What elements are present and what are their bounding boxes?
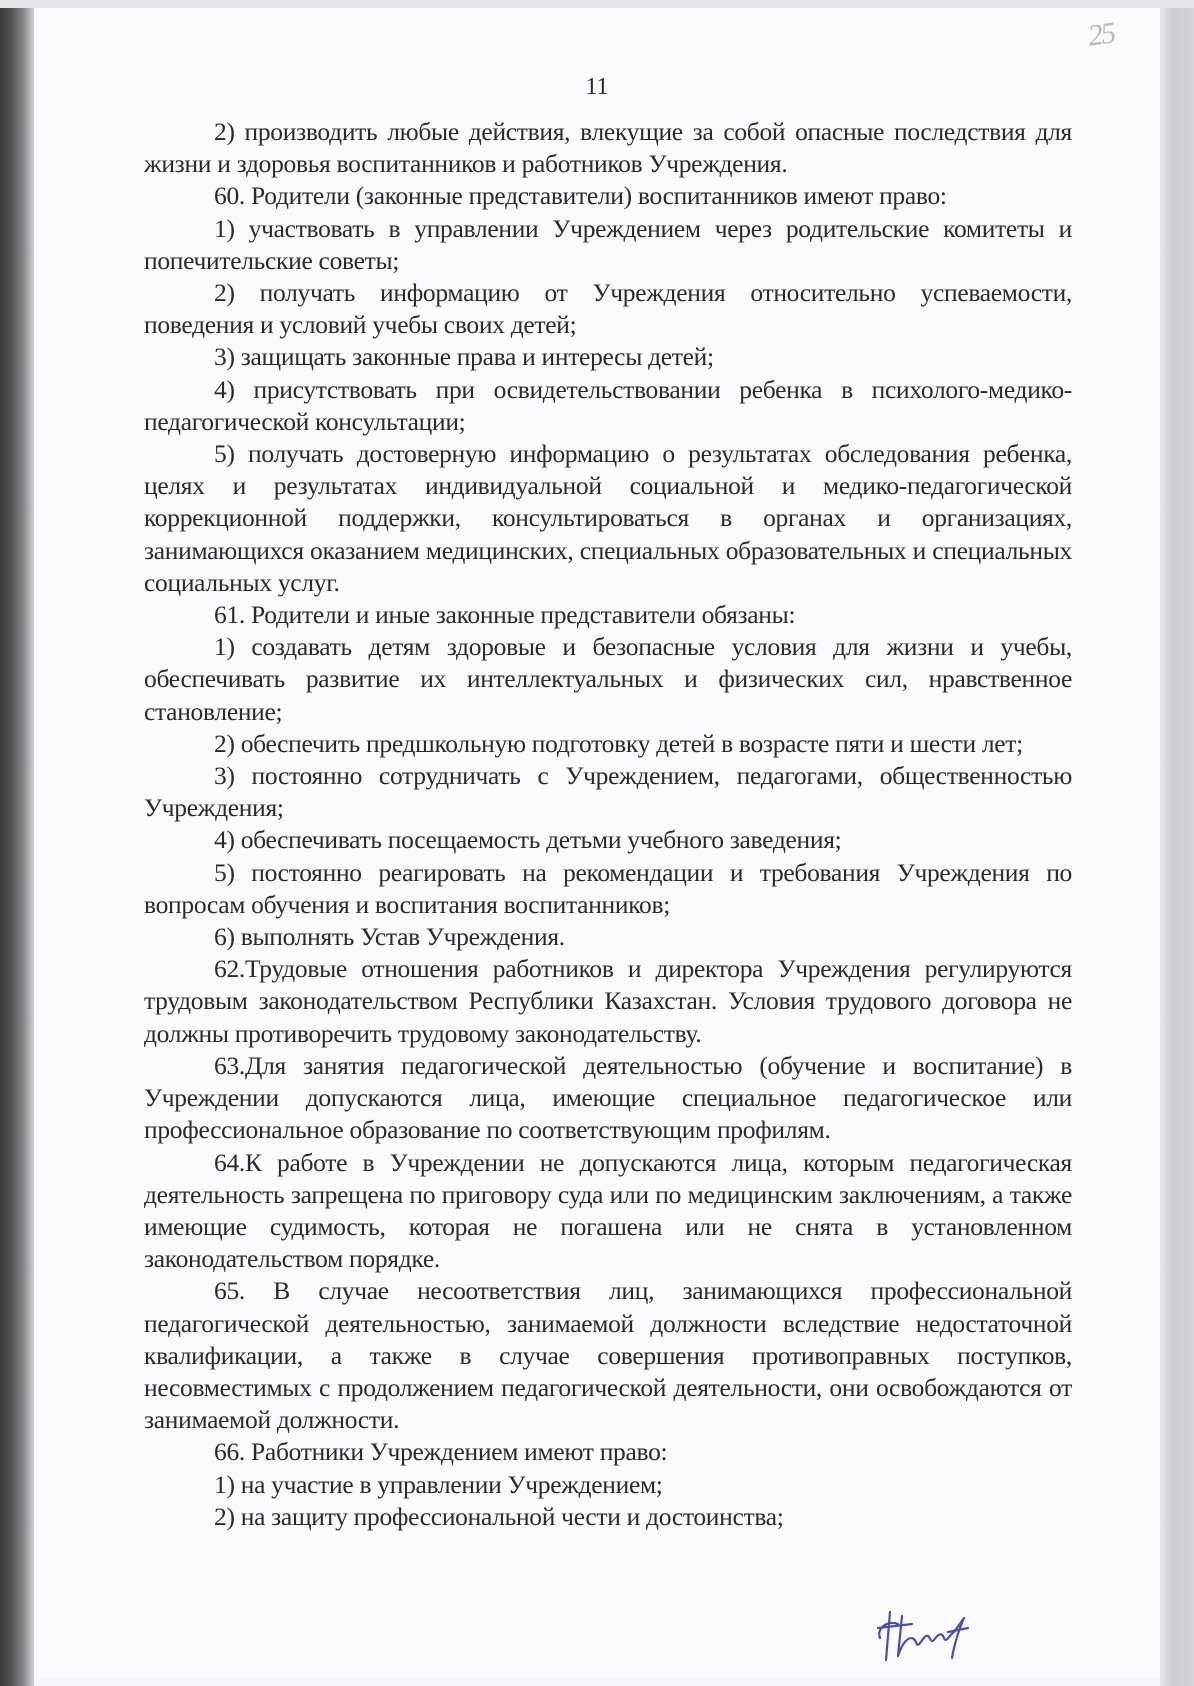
paragraph: 2) производить любые действия, влекущие за собой опасные последствия для жизни и здоровья воспитанников и работников Учреждения.: [144, 117, 1072, 179]
paragraph: 63.Для занятия педагогической деятельностью (обучение и воспитание) в Учреждении допускаются лица, имеющие специальное педагогическое или профессиональное образование по соответствующим профилям.: [144, 1050, 1072, 1145]
paragraph: 64.К работе в Учреждении не допускаются лица, которым педагогическая деятельность запрещена по приговору суда или по медицинским заключениям, а также имеющие судимость, которая не погашена или не снята в установленном законодательством порядке.: [144, 1147, 1072, 1274]
paragraph: 1) создавать детям здоровые и безопасные условия для жизни и учебы, обеспечивать развитие их интеллектуальных и физических сил, нравственное становление;: [144, 632, 1072, 726]
paragraph: 66. Работники Учреждением имеют право:: [214, 1437, 668, 1467]
paragraph: 60. Родители (законные представители) воспитанников имеют право:: [214, 181, 947, 211]
signature-icon: [868, 1598, 998, 1668]
scan-right-edge: [1160, 8, 1194, 1686]
paragraph: 65. В случае несоответствия лиц, занимающихся профессиональной педагогической деятельностью, занимаемой должности вследствие недостаточной квалификации, а также в случае совершения противоправных поступков, несовместимых с продолжением педагогической деятельности, они освобождаются от занимаемой должности.: [144, 1276, 1072, 1435]
scan-top-edge: [0, 0, 1194, 8]
paragraph: 5) получать достоверную информацию о результатах обследования ребенка, целях и результатах индивидуальной социальной и медико-педагогической коррекционной поддержки, консультироваться в органах и организациях, занимающихся оказанием медицинских, специальных образовательных и специальных социальных услуг.: [144, 439, 1072, 597]
document-body: [144, 116, 1072, 1533]
page-number: 11: [585, 74, 609, 100]
paragraph: 3) защищать законные права и интересы детей;: [214, 342, 714, 372]
paragraph: 5) постоянно реагировать на рекомендации и требования Учреждения по вопросам обучения и воспитания воспитанников;: [144, 857, 1072, 919]
paragraph: 62.Трудовые отношения работников и директора Учреждения регулируются трудовым законодательством Республики Казахстан. Условия трудового договора не должны противоречить трудовому законодательству.: [144, 954, 1072, 1048]
handwritten-sheet-number: 25: [1085, 16, 1117, 53]
paragraph: 2) обеспечить предшкольную подготовку детей в возрасте пяти и шести лет;: [214, 728, 1023, 758]
paragraph: 4) присутствовать при освидетельствовании ребенка в психолого-медико-педагогической консультации;: [144, 374, 1072, 436]
paragraph: 2) на защиту профессиональной чести и достоинства;: [214, 1501, 784, 1531]
paragraph: 1) на участие в управлении Учреждением;: [214, 1469, 663, 1499]
binding-shadow: [0, 8, 34, 1686]
paragraph: 2) получать информацию от Учреждения относительно успеваемости, поведения и условий учебы своих детей;: [144, 278, 1072, 340]
paragraph: 1) участвовать в управлении Учреждением через родительские комитеты и попечительские советы;: [144, 213, 1072, 275]
paragraph: 4) обеспечивать посещаемость детьми учебного заведения;: [214, 825, 842, 855]
paragraph: 3) постоянно сотрудничать с Учреждением, педагогами, общественностью Учреждения;: [144, 761, 1072, 823]
paragraph: 6) выполнять Устав Учреждения.: [214, 922, 565, 952]
paragraph: 61. Родители и иные законные представители обязаны:: [214, 600, 796, 630]
